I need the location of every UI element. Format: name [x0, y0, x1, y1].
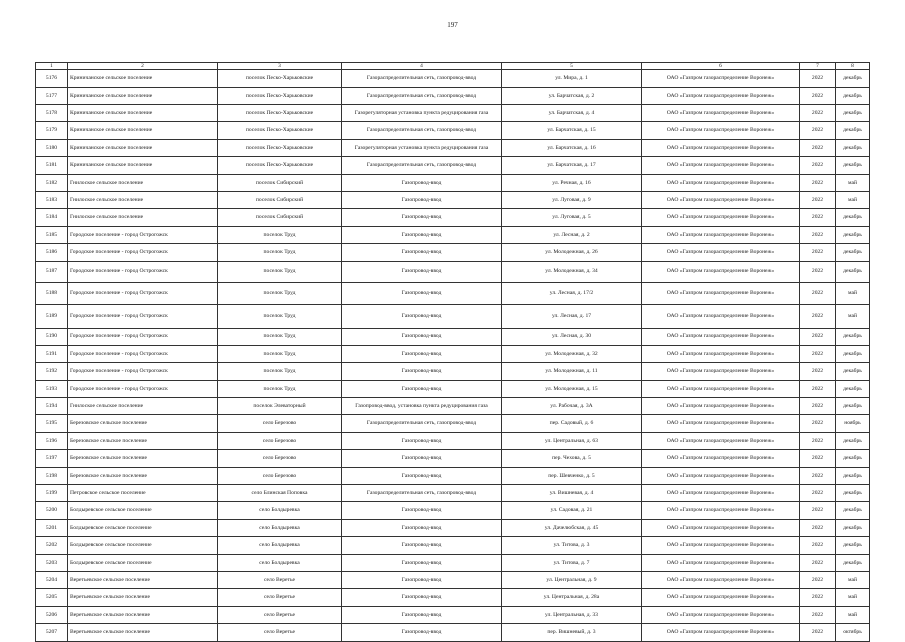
- table-row: [36, 244, 870, 261]
- address-cell: ул. Барчатская, д. 16: [502, 139, 642, 156]
- address-cell: ул. Речная, д. 16: [502, 174, 642, 191]
- owner-cell: ОАО «Газпром газораспределение Воронеж»: [642, 485, 800, 502]
- locality-cell: поселок Сибирский: [218, 191, 342, 208]
- owner-cell: ОАО «Газпром газораспределение Воронеж»: [642, 87, 800, 104]
- row-number: 5185: [36, 226, 68, 243]
- object-cell: Газопровод-ввод: [342, 261, 502, 282]
- locality-cell: село Березово: [218, 467, 342, 484]
- row-number: 5194: [36, 398, 68, 415]
- owner-cell: ОАО «Газпром газораспределение Воронеж»: [642, 139, 800, 156]
- address-cell: ул. Центральная, д. 28а: [502, 589, 642, 606]
- object-cell: Газопровод-ввод: [342, 537, 502, 554]
- object-cell: Газораспределительная сеть, газопровод-ввод: [342, 87, 502, 104]
- settlement-cell: Криничанское сельское поселение: [68, 122, 218, 139]
- row-number: 5188: [36, 282, 68, 304]
- year-cell: 2022: [800, 209, 836, 226]
- owner-cell: ОАО «Газпром газораспределение Воронеж»: [642, 282, 800, 304]
- row-number: 5191: [36, 345, 68, 362]
- locality-cell: поселок Песко-Харьковские: [218, 139, 342, 156]
- settlement-cell: Болдыревское сельское поселение: [68, 554, 218, 571]
- address-cell: ул. Титова, д. 3: [502, 537, 642, 554]
- column-number-4: 4: [342, 63, 502, 70]
- settlement-cell: Криничанское сельское поселение: [68, 139, 218, 156]
- locality-cell: поселок Песко-Харьковские: [218, 122, 342, 139]
- row-number: 5201: [36, 519, 68, 536]
- table-row: [36, 139, 870, 156]
- object-cell: Газопровод-ввод: [342, 519, 502, 536]
- locality-cell: село Березово: [218, 432, 342, 449]
- object-cell: Газопровод-ввод: [342, 624, 502, 641]
- owner-cell: ОАО «Газпром газораспределение Воронеж»: [642, 209, 800, 226]
- settlement-cell: Гнилоское сельское поселение: [68, 209, 218, 226]
- settlement-cell: Городское поселение - город Острогожск: [68, 261, 218, 282]
- address-cell: пер. Вишневый, д. 3: [502, 624, 642, 641]
- object-cell: Газорегуляторная установка пункта редуцирования газа: [342, 139, 502, 156]
- row-number: 5180: [36, 139, 68, 156]
- owner-cell: ОАО «Газпром газораспределение Воронеж»: [642, 606, 800, 623]
- owner-cell: ОАО «Газпром газораспределение Воронеж»: [642, 244, 800, 261]
- address-cell: ул. Луговая, д. 5: [502, 209, 642, 226]
- object-cell: Газопровод-ввод: [342, 191, 502, 208]
- settlement-cell: Гнилоское сельское поселение: [68, 174, 218, 191]
- locality-cell: поселок Труд: [218, 363, 342, 380]
- gasification-table: [35, 62, 870, 642]
- row-number: 5176: [36, 70, 68, 87]
- object-cell: Газопровод-ввод: [342, 304, 502, 328]
- owner-cell: ОАО «Газпром газораспределение Воронеж»: [642, 398, 800, 415]
- object-cell: Газопровод-ввод: [342, 282, 502, 304]
- year-cell: 2022: [800, 571, 836, 588]
- table-row: [36, 209, 870, 226]
- locality-cell: село Болдыревка: [218, 519, 342, 536]
- year-cell: 2022: [800, 432, 836, 449]
- address-cell: ул. Молодежная, д. 11: [502, 363, 642, 380]
- column-number-7: 7: [800, 63, 836, 70]
- settlement-cell: Веретьевское сельское поселение: [68, 606, 218, 623]
- month-cell: декабрь: [836, 70, 870, 87]
- year-cell: 2022: [800, 537, 836, 554]
- object-cell: Газорегуляторная установка пункта редуцирования газа: [342, 104, 502, 121]
- address-cell: ул. Молодежная, д. 32: [502, 345, 642, 362]
- owner-cell: ОАО «Газпром газораспределение Воронеж»: [642, 537, 800, 554]
- month-cell: декабрь: [836, 328, 870, 345]
- address-cell: ул. Дачелюбская, д. 45: [502, 519, 642, 536]
- page-number: 197: [447, 21, 458, 29]
- locality-cell: село Блинская Поповка: [218, 485, 342, 502]
- owner-cell: ОАО «Газпром газораспределение Воронеж»: [642, 467, 800, 484]
- settlement-cell: Болдыревское сельское поселение: [68, 502, 218, 519]
- row-number: 5202: [36, 537, 68, 554]
- address-cell: ул. Барчатская, д. 17: [502, 157, 642, 174]
- month-cell: май: [836, 589, 870, 606]
- row-number: 5186: [36, 244, 68, 261]
- row-number: 5196: [36, 432, 68, 449]
- address-cell: ул. Лесная, д. 17/2: [502, 282, 642, 304]
- settlement-cell: Березовское сельское поселение: [68, 415, 218, 432]
- year-cell: 2022: [800, 157, 836, 174]
- row-number: 5203: [36, 554, 68, 571]
- settlement-cell: Городское поселение - город Острогожск: [68, 226, 218, 243]
- settlement-cell: Городское поселение - город Острогожск: [68, 304, 218, 328]
- settlement-cell: Болдыревское сельское поселение: [68, 537, 218, 554]
- settlement-cell: Веретьевское сельское поселение: [68, 571, 218, 588]
- row-number: 5199: [36, 485, 68, 502]
- locality-cell: поселок Труд: [218, 304, 342, 328]
- row-number: 5204: [36, 571, 68, 588]
- year-cell: 2022: [800, 261, 836, 282]
- table-row: [36, 363, 870, 380]
- year-cell: 2022: [800, 519, 836, 536]
- locality-cell: поселок Труд: [218, 261, 342, 282]
- month-cell: октябрь: [836, 624, 870, 641]
- column-number-5: 5: [502, 63, 642, 70]
- settlement-cell: Березовское сельское поселение: [68, 467, 218, 484]
- locality-cell: поселок Сибирский: [218, 174, 342, 191]
- locality-cell: поселок Песко-Харьковские: [218, 70, 342, 87]
- address-cell: ул. Центральная, д. 9: [502, 571, 642, 588]
- settlement-cell: Криничанское сельское поселение: [68, 157, 218, 174]
- row-number: 5187: [36, 261, 68, 282]
- address-cell: ул. Молодежная, д. 34: [502, 261, 642, 282]
- row-number: 5206: [36, 606, 68, 623]
- year-cell: 2022: [800, 589, 836, 606]
- object-cell: Газопровод-ввод: [342, 606, 502, 623]
- address-cell: ул. Барчатская, д. 4: [502, 104, 642, 121]
- row-number: 5207: [36, 624, 68, 641]
- month-cell: декабрь: [836, 209, 870, 226]
- locality-cell: село Болдыревка: [218, 502, 342, 519]
- locality-cell: поселок Труд: [218, 226, 342, 243]
- locality-cell: село Болдыревка: [218, 537, 342, 554]
- table-row: [36, 304, 870, 328]
- year-cell: 2022: [800, 345, 836, 362]
- row-number: 5181: [36, 157, 68, 174]
- owner-cell: ОАО «Газпром газораспределение Воронеж»: [642, 432, 800, 449]
- object-cell: Газопровод-ввод, установка пункта редуцирования газа: [342, 398, 502, 415]
- column-number-1: 1: [36, 63, 68, 70]
- table-row: [36, 398, 870, 415]
- table-row: [36, 571, 870, 588]
- month-cell: декабрь: [836, 139, 870, 156]
- object-cell: Газопровод-ввод: [342, 380, 502, 397]
- month-cell: декабрь: [836, 380, 870, 397]
- month-cell: декабрь: [836, 244, 870, 261]
- address-cell: ул. Рабочая, д. 3А: [502, 398, 642, 415]
- address-cell: ул. Барчатская, д. 15: [502, 122, 642, 139]
- object-cell: Газопровод-ввод: [342, 328, 502, 345]
- owner-cell: ОАО «Газпром газораспределение Воронеж»: [642, 104, 800, 121]
- month-cell: май: [836, 606, 870, 623]
- address-cell: ул. Лесная, д. 17: [502, 304, 642, 328]
- row-number: 5183: [36, 191, 68, 208]
- month-cell: май: [836, 282, 870, 304]
- owner-cell: ОАО «Газпром газораспределение Воронеж»: [642, 363, 800, 380]
- locality-cell: поселок Песко-Харьковские: [218, 87, 342, 104]
- table-row: [36, 261, 870, 282]
- year-cell: 2022: [800, 87, 836, 104]
- owner-cell: ОАО «Газпром газораспределение Воронеж»: [642, 519, 800, 536]
- year-cell: 2022: [800, 450, 836, 467]
- object-cell: Газопровод-ввод: [342, 209, 502, 226]
- address-cell: пер. Шевченко, д. 5: [502, 467, 642, 484]
- locality-cell: поселок Труд: [218, 328, 342, 345]
- year-cell: 2022: [800, 467, 836, 484]
- month-cell: май: [836, 191, 870, 208]
- address-cell: пер. Садовый, д. 6: [502, 415, 642, 432]
- table-row: [36, 519, 870, 536]
- row-number: 5205: [36, 589, 68, 606]
- month-cell: декабрь: [836, 519, 870, 536]
- table-row: [36, 606, 870, 623]
- object-cell: Газораспределительная сеть, газопровод-ввод: [342, 157, 502, 174]
- object-cell: Газопровод-ввод: [342, 554, 502, 571]
- owner-cell: ОАО «Газпром газораспределение Воронеж»: [642, 174, 800, 191]
- settlement-cell: Городское поселение - город Острогожск: [68, 345, 218, 362]
- row-number: 5200: [36, 502, 68, 519]
- object-cell: Газораспределительная сеть, газопровод-ввод: [342, 415, 502, 432]
- table-header-row: [36, 63, 870, 70]
- address-cell: пер. Чехова, д. 5: [502, 450, 642, 467]
- object-cell: Газораспределительная сеть, газопровод-ввод: [342, 485, 502, 502]
- table-row: [36, 87, 870, 104]
- object-cell: Газораспределительная сеть, газопровод-ввод: [342, 122, 502, 139]
- table-row: [36, 450, 870, 467]
- table-row: [36, 226, 870, 243]
- year-cell: 2022: [800, 244, 836, 261]
- year-cell: 2022: [800, 70, 836, 87]
- row-number: 5177: [36, 87, 68, 104]
- owner-cell: ОАО «Газпром газораспределение Воронеж»: [642, 554, 800, 571]
- object-cell: Газопровод-ввод: [342, 589, 502, 606]
- column-number-3: 3: [218, 63, 342, 70]
- owner-cell: ОАО «Газпром газораспределение Воронеж»: [642, 502, 800, 519]
- year-cell: 2022: [800, 606, 836, 623]
- owner-cell: ОАО «Газпром газораспределение Воронеж»: [642, 450, 800, 467]
- owner-cell: ОАО «Газпром газораспределение Воронеж»: [642, 589, 800, 606]
- object-cell: Газопровод-ввод: [342, 363, 502, 380]
- month-cell: декабрь: [836, 502, 870, 519]
- object-cell: Газопровод-ввод: [342, 174, 502, 191]
- owner-cell: ОАО «Газпром газораспределение Воронеж»: [642, 261, 800, 282]
- address-cell: ул. Титова, д. 7: [502, 554, 642, 571]
- month-cell: ноябрь: [836, 415, 870, 432]
- table-row: [36, 380, 870, 397]
- year-cell: 2022: [800, 380, 836, 397]
- row-number: 5189: [36, 304, 68, 328]
- settlement-cell: Петровское сельское поселение: [68, 485, 218, 502]
- row-number: 5195: [36, 415, 68, 432]
- table-row: [36, 485, 870, 502]
- table-row: [36, 537, 870, 554]
- owner-cell: ОАО «Газпром газораспределение Воронеж»: [642, 70, 800, 87]
- owner-cell: ОАО «Газпром газораспределение Воронеж»: [642, 624, 800, 641]
- settlement-cell: Березовское сельское поселение: [68, 432, 218, 449]
- owner-cell: ОАО «Газпром газораспределение Воронеж»: [642, 191, 800, 208]
- owner-cell: ОАО «Газпром газораспределение Воронеж»: [642, 328, 800, 345]
- address-cell: ул. Садовая, д. 21: [502, 502, 642, 519]
- owner-cell: ОАО «Газпром газораспределение Воронеж»: [642, 122, 800, 139]
- table-row: [36, 174, 870, 191]
- object-cell: Газопровод-ввод: [342, 450, 502, 467]
- table-row: [36, 415, 870, 432]
- row-number: 5184: [36, 209, 68, 226]
- address-cell: ул. Центральная, д. 33: [502, 606, 642, 623]
- month-cell: декабрь: [836, 122, 870, 139]
- locality-cell: село Веретье: [218, 589, 342, 606]
- object-cell: Газораспределительная сеть, газопровод-ввод: [342, 70, 502, 87]
- settlement-cell: Криничанское сельское поселение: [68, 87, 218, 104]
- locality-cell: поселок Элеваторный: [218, 398, 342, 415]
- table-row: [36, 70, 870, 87]
- address-cell: ул. Молодежная, д. 15: [502, 380, 642, 397]
- address-cell: ул. Барчатская, д. 2: [502, 87, 642, 104]
- year-cell: 2022: [800, 282, 836, 304]
- table-row: [36, 467, 870, 484]
- row-number: 5197: [36, 450, 68, 467]
- year-cell: 2022: [800, 502, 836, 519]
- row-number: 5179: [36, 122, 68, 139]
- year-cell: 2022: [800, 104, 836, 121]
- locality-cell: село Болдыревка: [218, 554, 342, 571]
- object-cell: Газопровод-ввод: [342, 467, 502, 484]
- month-cell: декабрь: [836, 104, 870, 121]
- month-cell: май: [836, 571, 870, 588]
- locality-cell: село Березово: [218, 415, 342, 432]
- month-cell: май: [836, 304, 870, 328]
- owner-cell: ОАО «Газпром газораспределение Воронеж»: [642, 571, 800, 588]
- month-cell: декабрь: [836, 261, 870, 282]
- table-row: [36, 624, 870, 641]
- row-number: 5182: [36, 174, 68, 191]
- month-cell: декабрь: [836, 537, 870, 554]
- settlement-cell: Криничанское сельское поселение: [68, 104, 218, 121]
- month-cell: май: [836, 174, 870, 191]
- month-cell: декабрь: [836, 363, 870, 380]
- address-cell: ул. Луговая, д. 9: [502, 191, 642, 208]
- locality-cell: поселок Сибирский: [218, 209, 342, 226]
- object-cell: Газопровод-ввод: [342, 244, 502, 261]
- address-cell: ул. Мира, д. 1: [502, 70, 642, 87]
- month-cell: декабрь: [836, 485, 870, 502]
- column-number-2: 2: [68, 63, 218, 70]
- table-row: [36, 157, 870, 174]
- settlement-cell: Городское поселение - город Острогожск: [68, 380, 218, 397]
- locality-cell: поселок Труд: [218, 345, 342, 362]
- object-cell: Газопровод-ввод: [342, 432, 502, 449]
- month-cell: декабрь: [836, 467, 870, 484]
- address-cell: ул. Центральная, д. 63: [502, 432, 642, 449]
- table-row: [36, 502, 870, 519]
- settlement-cell: Городское поселение - город Острогожск: [68, 363, 218, 380]
- address-cell: ул. Вишневая, д. 4: [502, 485, 642, 502]
- month-cell: декабрь: [836, 345, 870, 362]
- row-number: 5178: [36, 104, 68, 121]
- column-number-8: 8: [836, 63, 870, 70]
- month-cell: декабрь: [836, 398, 870, 415]
- table-row: [36, 432, 870, 449]
- month-cell: декабрь: [836, 554, 870, 571]
- address-cell: ул. Лесная, д. 30: [502, 328, 642, 345]
- settlement-cell: Гнилоское сельское поселение: [68, 398, 218, 415]
- object-cell: Газопровод-ввод: [342, 502, 502, 519]
- locality-cell: село Березово: [218, 450, 342, 467]
- locality-cell: село Веретье: [218, 606, 342, 623]
- settlement-cell: Гнилоское сельское поселение: [68, 191, 218, 208]
- owner-cell: ОАО «Газпром газораспределение Воронеж»: [642, 415, 800, 432]
- month-cell: декабрь: [836, 432, 870, 449]
- locality-cell: поселок Труд: [218, 282, 342, 304]
- year-cell: 2022: [800, 226, 836, 243]
- settlement-cell: Веретьевское сельское поселение: [68, 624, 218, 641]
- settlement-cell: Городское поселение - город Острогожск: [68, 282, 218, 304]
- table-row: [36, 328, 870, 345]
- owner-cell: ОАО «Газпром газораспределение Воронеж»: [642, 304, 800, 328]
- locality-cell: поселок Труд: [218, 380, 342, 397]
- object-cell: Газопровод-ввод: [342, 571, 502, 588]
- year-cell: 2022: [800, 624, 836, 641]
- settlement-cell: Березовское сельское поселение: [68, 450, 218, 467]
- month-cell: декабрь: [836, 226, 870, 243]
- locality-cell: поселок Песко-Харьковские: [218, 157, 342, 174]
- owner-cell: ОАО «Газпром газораспределение Воронеж»: [642, 157, 800, 174]
- object-cell: Газопровод-ввод: [342, 226, 502, 243]
- column-number-6: 6: [642, 63, 800, 70]
- settlement-cell: Городское поселение - город Острогожск: [68, 244, 218, 261]
- table-row: [36, 282, 870, 304]
- settlement-cell: Болдыревское сельское поселение: [68, 519, 218, 536]
- table-row: [36, 191, 870, 208]
- year-cell: 2022: [800, 191, 836, 208]
- locality-cell: село Веретье: [218, 571, 342, 588]
- year-cell: 2022: [800, 554, 836, 571]
- table-row: [36, 122, 870, 139]
- year-cell: 2022: [800, 363, 836, 380]
- month-cell: декабрь: [836, 87, 870, 104]
- locality-cell: поселок Труд: [218, 244, 342, 261]
- address-cell: ул. Молодежная, д. 26: [502, 244, 642, 261]
- row-number: 5198: [36, 467, 68, 484]
- row-number: 5190: [36, 328, 68, 345]
- month-cell: декабрь: [836, 450, 870, 467]
- year-cell: 2022: [800, 139, 836, 156]
- row-number: 5193: [36, 380, 68, 397]
- table-row: [36, 554, 870, 571]
- settlement-cell: Веретьевское сельское поселение: [68, 589, 218, 606]
- table-row: [36, 104, 870, 121]
- table-row: [36, 589, 870, 606]
- month-cell: декабрь: [836, 157, 870, 174]
- row-number: 5192: [36, 363, 68, 380]
- owner-cell: ОАО «Газпром газораспределение Воронеж»: [642, 226, 800, 243]
- settlement-cell: Криничанское сельское поселение: [68, 70, 218, 87]
- year-cell: 2022: [800, 122, 836, 139]
- owner-cell: ОАО «Газпром газораспределение Воронеж»: [642, 380, 800, 397]
- address-cell: ул. Лесная, д. 2: [502, 226, 642, 243]
- year-cell: 2022: [800, 398, 836, 415]
- year-cell: 2022: [800, 415, 836, 432]
- settlement-cell: Городское поселение - город Острогожск: [68, 328, 218, 345]
- locality-cell: поселок Песко-Харьковские: [218, 104, 342, 121]
- year-cell: 2022: [800, 485, 836, 502]
- locality-cell: село Веретье: [218, 624, 342, 641]
- table-row: [36, 345, 870, 362]
- owner-cell: ОАО «Газпром газораспределение Воронеж»: [642, 345, 800, 362]
- year-cell: 2022: [800, 304, 836, 328]
- year-cell: 2022: [800, 328, 836, 345]
- object-cell: Газопровод-ввод: [342, 345, 502, 362]
- year-cell: 2022: [800, 174, 836, 191]
